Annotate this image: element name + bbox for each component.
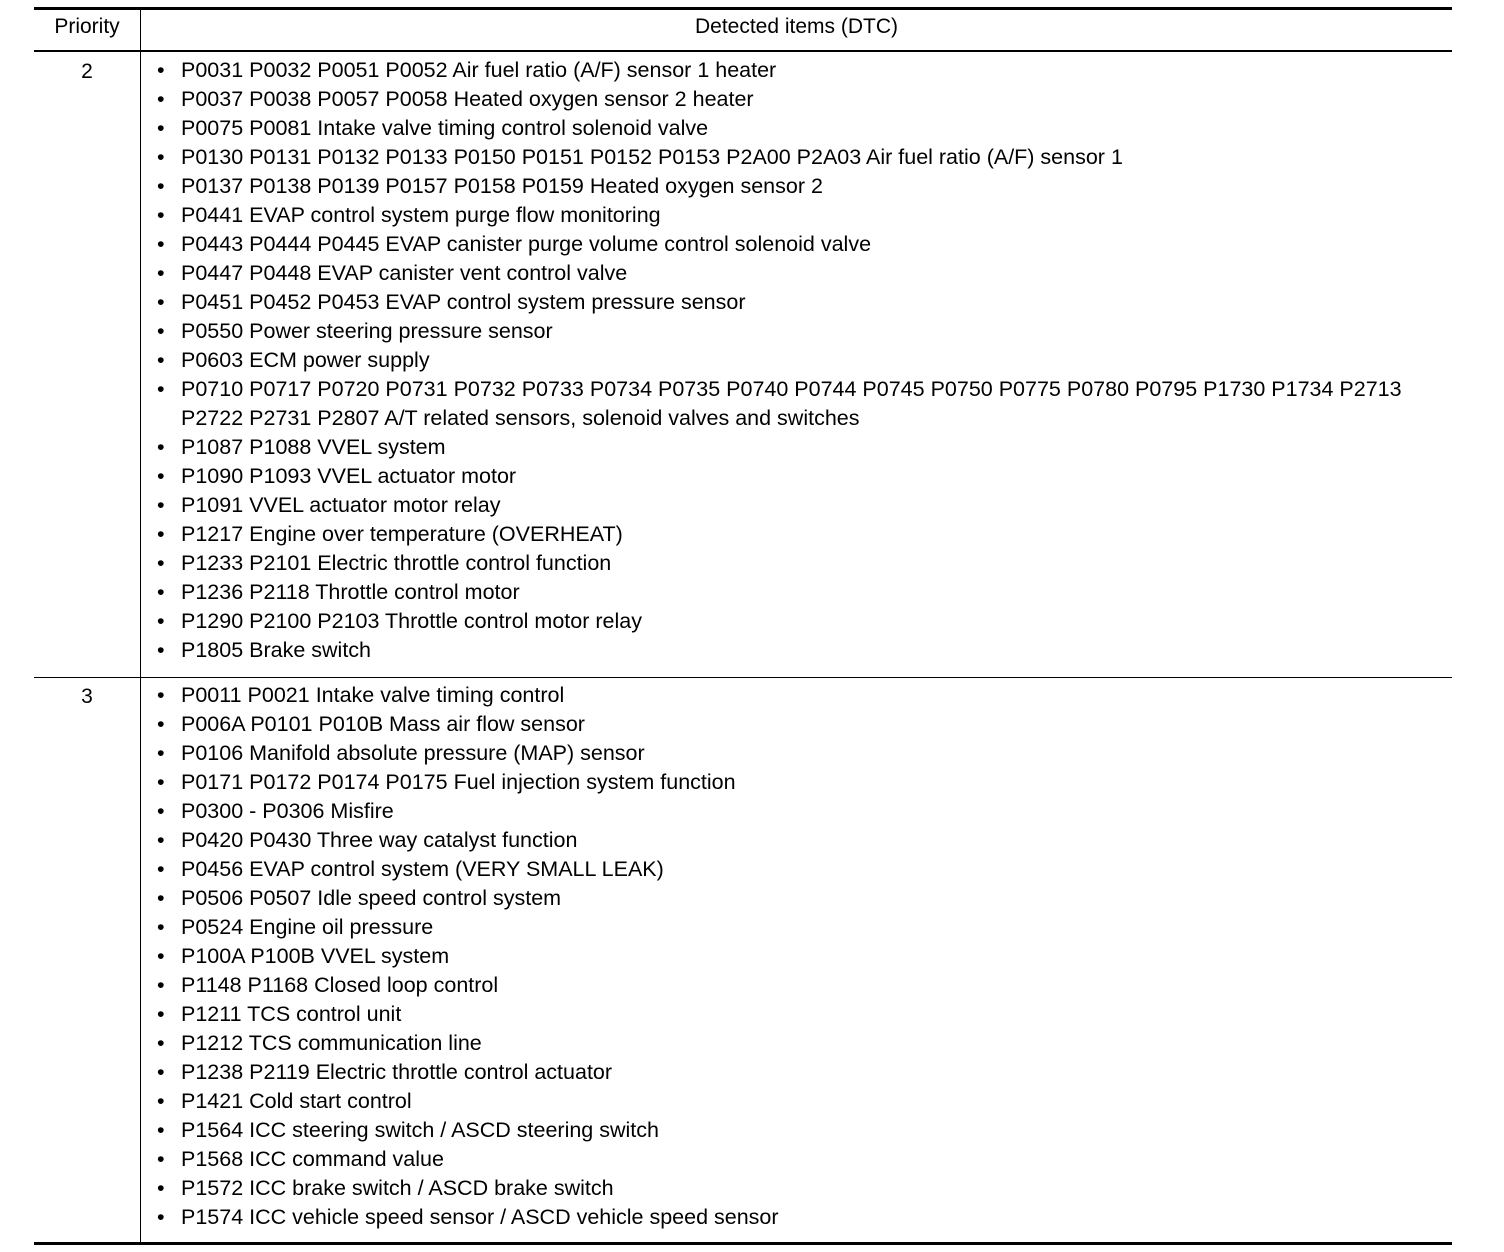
dtc-item-text: P0137 P0138 P0139 P0157 P0158 P0159 Heated oxygen sensor 2 [181, 174, 823, 198]
dtc-list-item [157, 143, 1446, 172]
dtc-list-item [157, 317, 1446, 346]
dtc-list-item [157, 346, 1446, 375]
dtc-item-text: P1090 P1093 VVEL actuator motor [181, 464, 517, 488]
dtc-item-text: P006A P0101 P010B Mass air flow sensor [181, 712, 585, 736]
bullet: • [157, 174, 165, 198]
priority-2-cell: 2 [81, 60, 93, 83]
dtc-item-text: P0447 P0448 EVAP canister vent control valve [181, 261, 628, 285]
dtc-list-item [157, 855, 779, 884]
dtc-item-text: P0420 P0430 Three way catalyst function [181, 828, 578, 852]
table-bottom-rule [34, 1242, 1452, 1245]
bullet: • [157, 1002, 165, 1026]
dtc-item-text: P1233 P2101 Electric throttle control function [181, 551, 612, 575]
dtc-list-item [157, 375, 1446, 433]
bullet: • [157, 522, 165, 546]
dtc-item-text: P0031 P0032 P0051 P0052 Air fuel ratio (A/F) sensor 1 heater [181, 58, 777, 82]
dtc-list-item [157, 739, 779, 768]
dtc-item-text: P0451 P0452 P0453 EVAP control system pressure sensor [181, 290, 746, 314]
dtc-item-text: P0075 P0081 Intake valve timing control solenoid valve [181, 116, 709, 140]
dtc-list-item [157, 201, 1446, 230]
bullet: • [157, 377, 165, 401]
header-bottom-rule [34, 50, 1452, 52]
dtc-list-item [157, 520, 1446, 549]
dtc-item-text: P0524 Engine oil pressure [181, 915, 434, 939]
bullet: • [157, 145, 165, 169]
bullet: • [157, 944, 165, 968]
dtc-list-item [157, 971, 779, 1000]
bullet: • [157, 683, 165, 707]
dtc-list-item [157, 942, 779, 971]
dtc-list-item [157, 549, 1446, 578]
header-priority: Priority [54, 15, 120, 38]
dtc-list-item [157, 681, 779, 710]
dtc-item-text: P1238 P2119 Electric throttle control actuator [181, 1060, 613, 1084]
bullet: • [157, 464, 165, 488]
dtc-item-text: P0603 ECM power supply [181, 348, 430, 372]
dtc-list-item [157, 172, 1446, 201]
dtc-list-item [157, 1145, 779, 1174]
priority-2-dtc-list [157, 56, 1446, 665]
bullet: • [157, 203, 165, 227]
bullet: • [157, 799, 165, 823]
bullet: • [157, 319, 165, 343]
dtc-list-item [157, 768, 779, 797]
dtc-item-text: P0456 EVAP control system (VERY SMALL LEAK) [181, 857, 664, 881]
dtc-item-text: P1091 VVEL actuator motor relay [181, 493, 501, 517]
bullet: • [157, 638, 165, 662]
bullet: • [157, 261, 165, 285]
bullet: • [157, 973, 165, 997]
dtc-list-item [157, 710, 779, 739]
bullet: • [157, 87, 165, 111]
bullet: • [157, 828, 165, 852]
dtc-item-text: P0037 P0038 P0057 P0058 Heated oxygen sensor 2 heater [181, 87, 754, 111]
column-divider [140, 10, 141, 1242]
bullet: • [157, 915, 165, 939]
dtc-item-text: P0171 P0172 P0174 P0175 Fuel injection system function [181, 770, 736, 794]
dtc-item-text: P1568 ICC command value [181, 1147, 444, 1171]
dtc-item-text: P1290 P2100 P2103 Throttle control motor relay [181, 609, 642, 633]
dtc-item-text: P1087 P1088 VVEL system [181, 435, 446, 459]
dtc-list-item [157, 230, 1446, 259]
bullet: • [157, 551, 165, 575]
bullet: • [157, 580, 165, 604]
dtc-list-item [157, 826, 779, 855]
dtc-list-item [157, 259, 1446, 288]
bullet: • [157, 712, 165, 736]
dtc-list-item [157, 607, 1446, 636]
bullet: • [157, 857, 165, 881]
dtc-list-item [157, 114, 1446, 143]
dtc-item-text: P1805 Brake switch [181, 638, 372, 662]
dtc-item-text: P0011 P0021 Intake valve timing control [181, 683, 565, 707]
dtc-list-item [157, 433, 1446, 462]
dtc-list-item [157, 797, 779, 826]
dtc-item-text: P100A P100B VVEL system [181, 944, 450, 968]
dtc-list-item [157, 636, 1446, 665]
dtc-item-text: P1564 ICC steering switch / ASCD steering switch [181, 1118, 659, 1142]
bullet: • [157, 493, 165, 517]
bullet: • [157, 609, 165, 633]
dtc-list-item [157, 491, 1446, 520]
dtc-item-text: P0710 P0717 P0720 P0731 P0732 P0733 P0734 P0735 P0740 P0744 P0745 P0750 P0775 P0780 P0795 P1730 P1734 P2713 P2722 P2731 P2807 A/T related sensors, solenoid valves and switches [181, 377, 1402, 430]
bullet: • [157, 348, 165, 372]
bullet: • [157, 1118, 165, 1142]
dtc-list-item [157, 56, 1446, 85]
dtc-list-item [157, 1174, 779, 1203]
bullet: • [157, 770, 165, 794]
bullet: • [157, 116, 165, 140]
dtc-list-item [157, 85, 1446, 114]
dtc-list-item [157, 1087, 779, 1116]
priority-3-dtc-list [157, 681, 779, 1232]
dtc-item-text: P0106 Manifold absolute pressure (MAP) sensor [181, 741, 645, 765]
bullet: • [157, 290, 165, 314]
dtc-list-item [157, 1000, 779, 1029]
priority-3-cell: 3 [81, 685, 93, 708]
header-detected-items: Detected items (DTC) [694, 15, 899, 38]
bullet: • [157, 1176, 165, 1200]
bullet: • [157, 741, 165, 765]
dtc-item-text: P0550 Power steering pressure sensor [181, 319, 553, 343]
bullet: • [157, 886, 165, 910]
bullet: • [157, 1147, 165, 1171]
dtc-item-text: P1236 P2118 Throttle control motor [181, 580, 520, 604]
bullet: • [157, 1089, 165, 1113]
dtc-item-text: P1212 TCS communication line [181, 1031, 482, 1055]
bullet: • [157, 1205, 165, 1229]
row-divider [34, 677, 1452, 678]
dtc-list-item [157, 1203, 779, 1232]
dtc-item-text: P0443 P0444 P0445 EVAP canister purge volume control solenoid valve [181, 232, 872, 256]
dtc-list-item [157, 1058, 779, 1087]
dtc-item-text: P0441 EVAP control system purge flow monitoring [181, 203, 661, 227]
dtc-list-item [157, 1116, 779, 1145]
bullet: • [157, 435, 165, 459]
dtc-item-text: P1148 P1168 Closed loop control [181, 973, 499, 997]
dtc-list-item [157, 913, 779, 942]
bullet: • [157, 1060, 165, 1084]
dtc-item-text: P1574 ICC vehicle speed sensor / ASCD vehicle speed sensor [181, 1205, 779, 1229]
dtc-item-text: P1421 Cold start control [181, 1089, 412, 1113]
table-top-rule [34, 7, 1452, 10]
dtc-item-text: P0506 P0507 Idle speed control system [181, 886, 562, 910]
dtc-item-text: P0130 P0131 P0132 P0133 P0150 P0151 P0152 P0153 P2A00 P2A03 Air fuel ratio (A/F) sensor 1 [181, 145, 1123, 169]
dtc-item-text: P0300 - P0306 Misfire [181, 799, 394, 823]
dtc-item-text: P1572 ICC brake switch / ASCD brake switch [181, 1176, 614, 1200]
dtc-item-text: P1217 Engine over temperature (OVERHEAT) [181, 522, 623, 546]
bullet: • [157, 1031, 165, 1055]
dtc-item-text: P1211 TCS control unit [181, 1002, 402, 1026]
dtc-list-item [157, 1029, 779, 1058]
bullet: • [157, 232, 165, 256]
dtc-list-item [157, 884, 779, 913]
dtc-list-item [157, 578, 1446, 607]
dtc-list-item [157, 462, 1446, 491]
bullet: • [157, 58, 165, 82]
dtc-list-item [157, 288, 1446, 317]
